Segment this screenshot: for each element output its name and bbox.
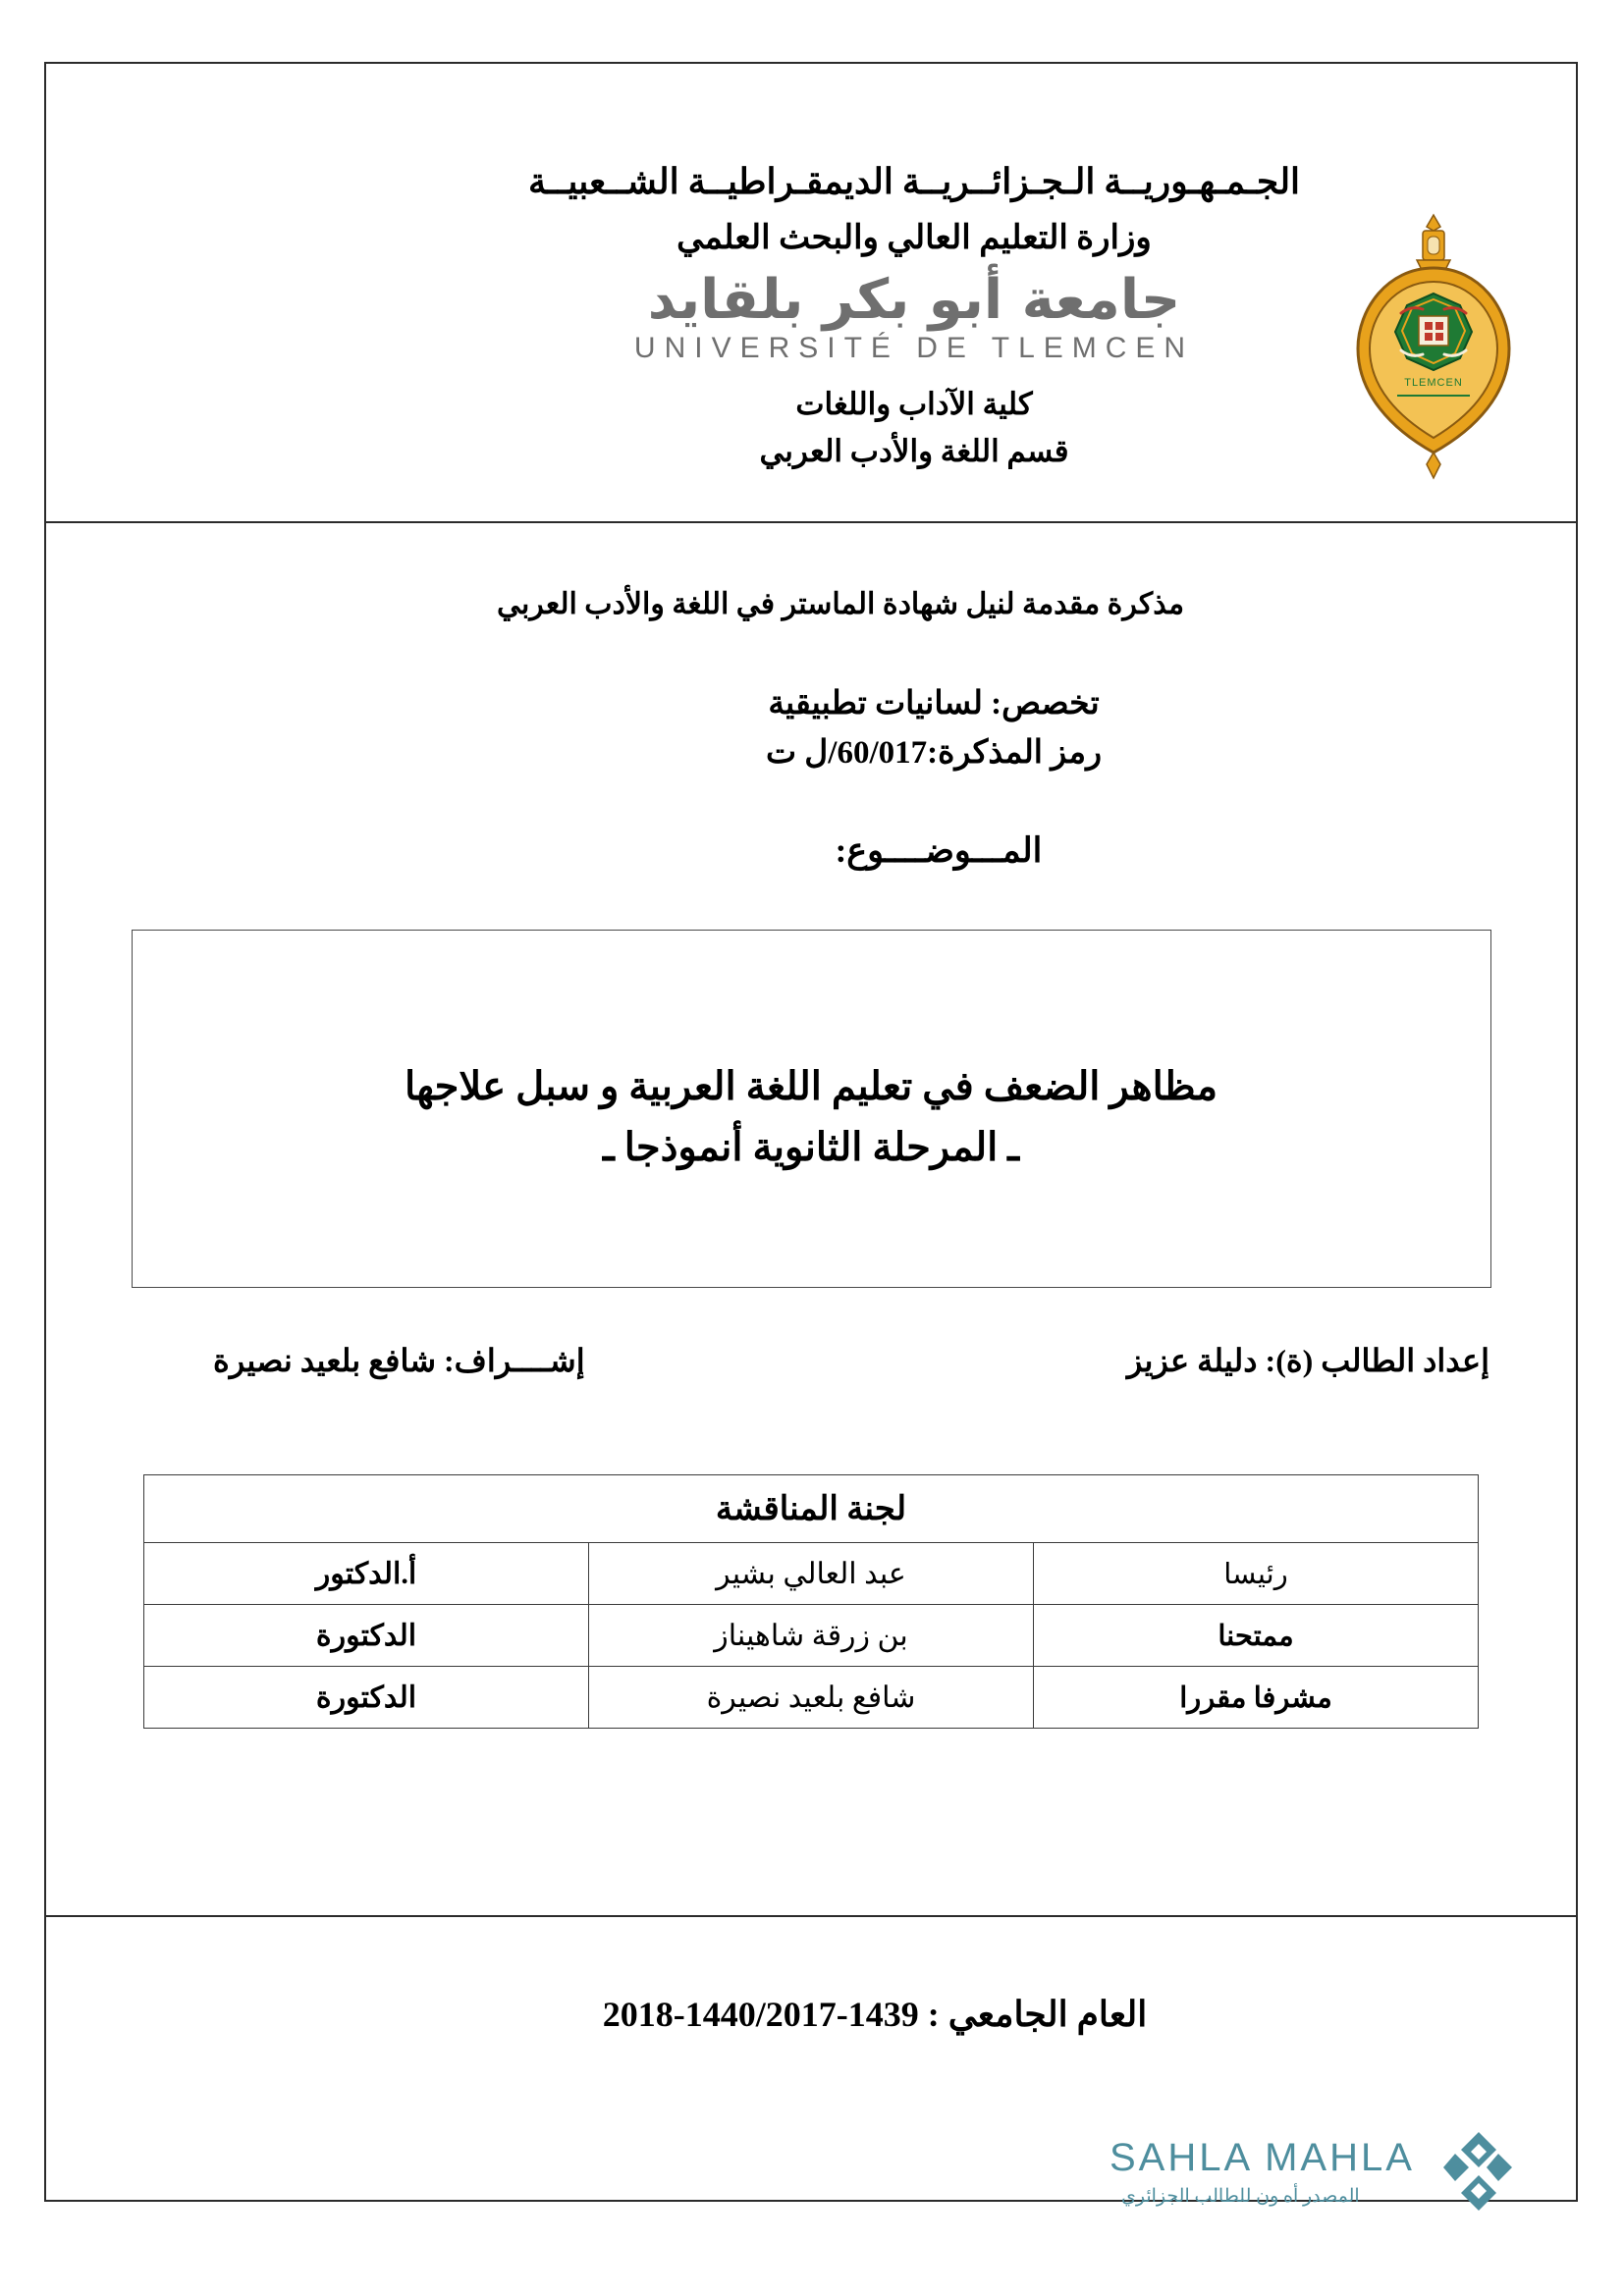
watermark-brand-text: SAHLA MAHLA bbox=[1110, 2136, 1415, 2179]
thesis-title-line-1: مظاهر الضعف في تعليم اللغة العربية و سبل علاجها bbox=[405, 1064, 1218, 1108]
jury-title-row bbox=[144, 1475, 1479, 1543]
thesis-title-inner bbox=[133, 1056, 1490, 1178]
specialization-line: تخصص: لسانيات تطبيقية bbox=[768, 686, 1100, 721]
university-wordmark-arabic: جامعة أبو بكر بلقايد bbox=[647, 267, 1181, 332]
faculty-line: كلية الآداب واللغات bbox=[795, 387, 1033, 422]
svg-text:TLEMCEN: TLEMCEN bbox=[1404, 377, 1463, 389]
thesis-title-line-2: ـ المرحلة الثانوية أنموذجا ـ bbox=[602, 1125, 1020, 1169]
jury-table-title: لجنة المناقشة bbox=[144, 1475, 1479, 1543]
thesis-title-box bbox=[132, 930, 1491, 1288]
header-band bbox=[46, 64, 1576, 523]
jury-role-2: ممتحنا bbox=[1034, 1605, 1479, 1667]
sahla-mahla-logo-icon bbox=[1441, 2128, 1516, 2215]
jury-name-3: شافع بلعيد نصيرة bbox=[589, 1667, 1034, 1729]
supervisor-line: إشــــراف: شافع بلعيد نصيرة bbox=[213, 1343, 585, 1378]
jury-rank-2: الدكتورة bbox=[144, 1605, 589, 1667]
sahla-mahla-watermark bbox=[1110, 2128, 1522, 2236]
jury-table bbox=[143, 1474, 1479, 1729]
memo-code-line: رمز المذكرة:60/017/ل ت bbox=[765, 734, 1103, 771]
academic-year-line: العام الجامعي : 1439-1440/2017-2018 bbox=[602, 1995, 1148, 2034]
ministry-line: وزارة التعليم العالي والبحث العلمي bbox=[677, 220, 1152, 256]
table-row bbox=[144, 1605, 1479, 1667]
jury-role-3: مشرفا مقررا bbox=[1034, 1667, 1479, 1729]
subject-label: المـــوضــــوع: bbox=[835, 831, 1043, 870]
jury-role-1: رئيسا bbox=[1034, 1543, 1479, 1605]
author-line: إعداد الطالب (ة): دليلة عزيز bbox=[1126, 1343, 1489, 1378]
table-row bbox=[144, 1667, 1479, 1729]
specialization-block bbox=[46, 680, 1576, 777]
jury-name-2: بن زرقة شاهيناز bbox=[589, 1605, 1034, 1667]
university-wordmark-french: UNIVERSITÉ DE TLEMCEN bbox=[633, 332, 1195, 365]
republic-line: الجـمـهـوريــة الـجـزائــريــة الديمقـراطيــة الشــعبيــة bbox=[527, 162, 1301, 201]
watermark-tagline: المصدر أه ون للطالب الجزائري bbox=[1121, 2186, 1360, 2207]
header-text-block bbox=[46, 64, 1576, 472]
table-row bbox=[144, 1543, 1479, 1605]
department-line: قسم اللغة والأدب العربي bbox=[759, 434, 1069, 469]
submission-statement: مذكرة مقدمة لنيل شهادة الماستر في اللغة والأدب العربي bbox=[496, 588, 1185, 620]
university-seal-icon bbox=[1350, 211, 1517, 481]
body-section bbox=[46, 523, 1576, 1917]
jury-name-1: عبد العالي بشير bbox=[589, 1543, 1034, 1605]
people-row bbox=[46, 1342, 1576, 1401]
jury-rank-1: أ.الدكتور bbox=[144, 1543, 589, 1605]
jury-rank-3: الدكتورة bbox=[144, 1667, 589, 1729]
